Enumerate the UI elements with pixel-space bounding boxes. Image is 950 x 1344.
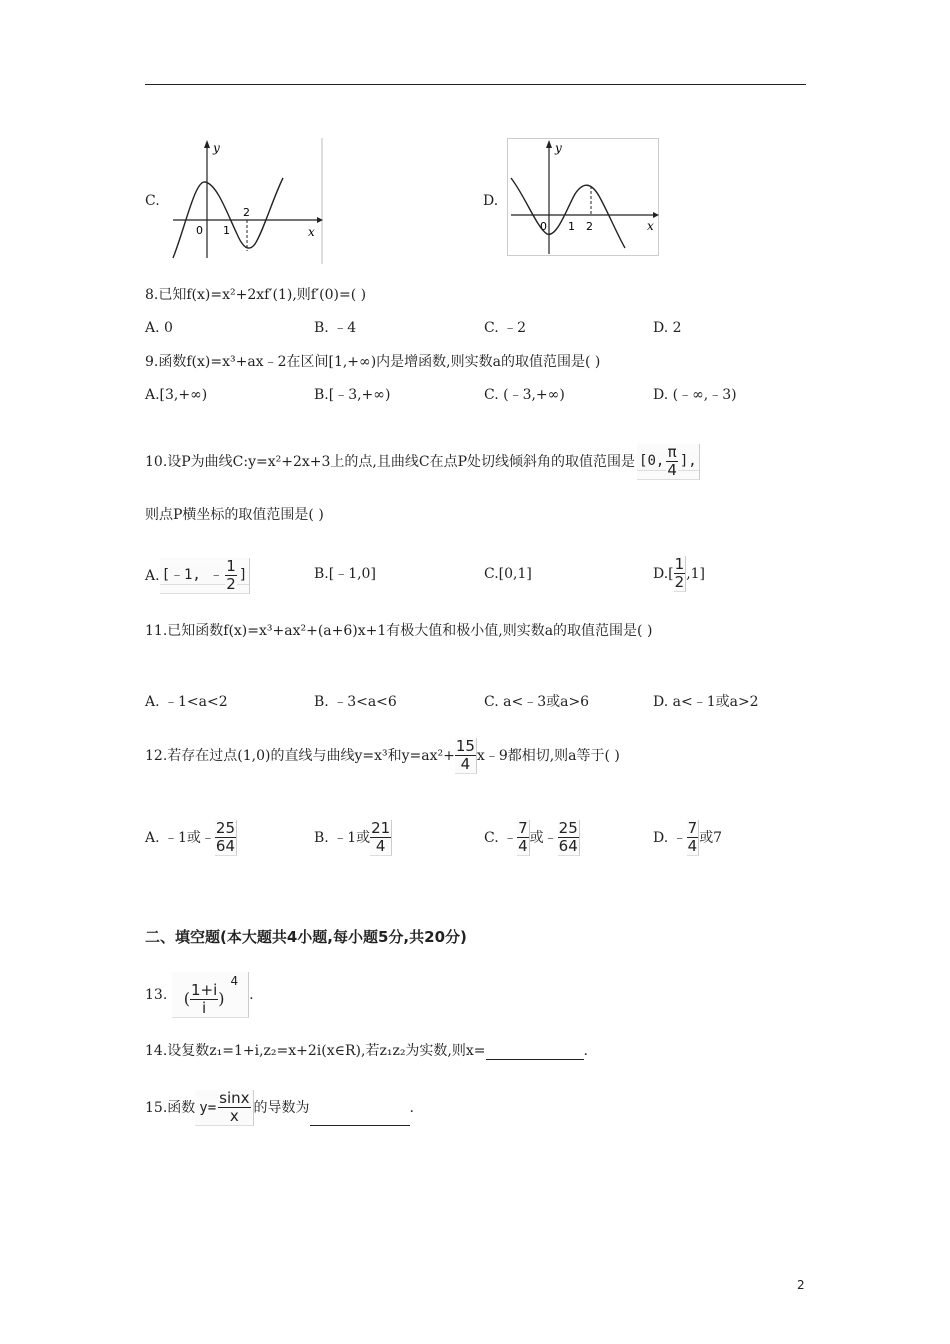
q15-answer-blank[interactable]: [310, 1125, 410, 1126]
q11-stem: 11.已知函数f(x)=x³+ax²+(a+6)x+1有极大值和极小值,则实数a的取值范围是( ): [145, 623, 653, 639]
q9-option-a: A.[3,+∞): [145, 387, 208, 403]
graph-d-curve: [511, 178, 625, 248]
graph-c-x-label: x: [308, 225, 315, 239]
q10-interval-den: 4: [667, 461, 677, 479]
q12-option-d: D. ﹣ $\frac{7}{4}$ 或7: [653, 819, 723, 855]
q10-stem-text: 10.设P为曲线C:y=x²+2x+3上的点,且曲线C在点P处切线倾斜角的取值范围是: [145, 454, 636, 470]
q10-stem2: 则点P横坐标的取值范围是( ): [145, 507, 324, 523]
q14-stem: 14.设复数z₁=1+i,z₂=x+2i(x∈R),若z₁z₂为实数,则x=: [145, 1043, 486, 1059]
q13: 13. ( $\frac{1+i}{i}$ )4.: [145, 974, 254, 1017]
graph-d: [507, 138, 659, 256]
q12-stem: 12.若存在过点(1,0)的直线与曲线y=x³和y=ax²+ $\frac{15}{4}$ x﹣9都相切,则a等于( ): [145, 737, 620, 773]
q9-stem: 9.函数f(x)=x³+ax﹣2在区间[1,+∞)内是增函数,则实数a的取值范围是( ): [145, 354, 601, 370]
q9-option-c: C. (﹣3,+∞): [484, 387, 565, 403]
graph-c-tick-1: 1: [223, 224, 230, 237]
q10-option-b: B.[﹣1,0]: [314, 566, 376, 582]
q14: 14.设复数z₁=1+i,z₂=x+2i(x∈R),若z₁z₂为实数,则x= .: [145, 1043, 588, 1059]
q12-option-a: A. ﹣1或﹣ $\frac{25}{64}$: [145, 819, 236, 855]
q13-expression: ( $\frac{1+i}{i}$ )4: [172, 972, 249, 1018]
graph-c: [165, 138, 323, 264]
q10-option-c: C.[0,1]: [484, 566, 532, 582]
q9-option-d: D. (﹣∞,﹣3): [653, 387, 737, 403]
graph-d-tick-2: 2: [586, 220, 593, 233]
q11-option-a: A. ﹣1<a<2: [145, 694, 228, 710]
q10-interval-left: [0,: [639, 453, 665, 469]
q8-stem: 8.已知f(x)=x²+2xf′(1),则f′(0)=( ): [145, 287, 367, 303]
graph-d-tick-1: 1: [568, 220, 575, 233]
q12-option-c: C. ﹣ $\frac{7}{4}$ 或﹣ $\frac{25}{64}$: [484, 819, 578, 855]
q8-option-d: D. 2: [653, 320, 682, 336]
q12-option-b: B. ﹣1或 $\frac{21}{4}$: [314, 819, 391, 855]
q10-stem: [145, 444, 700, 480]
q10-interval: [637, 444, 700, 480]
graph-d-y-label: y: [555, 141, 562, 155]
q8-option-b: B. ﹣4: [314, 320, 357, 336]
q10-option-d: D.[ $\frac{1}{2}$ ,1]: [653, 555, 706, 591]
graph-d-tick-0: 0: [540, 220, 547, 233]
header-rule: [145, 84, 806, 85]
q15-expression: y= $\frac{\sin x}{x}$: [195, 1090, 253, 1126]
q8-option-c: C. ﹣2: [484, 320, 527, 336]
graph-d-label: D.: [483, 193, 499, 209]
q14-answer-blank[interactable]: [486, 1059, 584, 1060]
q10-interval-num: π: [667, 443, 677, 461]
graph-c-curve: [173, 178, 283, 258]
q8-option-a: A. 0: [145, 320, 173, 336]
q11-option-c: C. a<﹣3或a>6: [484, 694, 590, 710]
graph-c-label: C.: [145, 193, 160, 209]
q11-option-b: B. ﹣3<a<6: [314, 694, 397, 710]
q9-option-b: B.[﹣3,+∞): [314, 387, 391, 403]
page-number: 2: [797, 1278, 805, 1292]
q11-option-d: D. a<﹣1或a>2: [653, 694, 759, 710]
q15: 15.函数 y= $\frac{\sin x}{x}$ 的导数为 .: [145, 1089, 414, 1125]
graph-d-x-label: x: [647, 219, 654, 233]
q10-interval-right: ],: [679, 453, 697, 469]
section-2-title: 二、填空题(本大题共4小题,每小题5分,共20分): [145, 928, 467, 946]
graph-c-tick-0: 0: [196, 224, 203, 237]
graph-c-y-label: y: [213, 141, 220, 155]
graph-c-tick-2: 2: [243, 206, 250, 219]
q10-option-a: A. [﹣1, ﹣ $\frac{1}{2}$ ]: [145, 558, 250, 594]
q10-interval-fraction: [666, 444, 678, 479]
